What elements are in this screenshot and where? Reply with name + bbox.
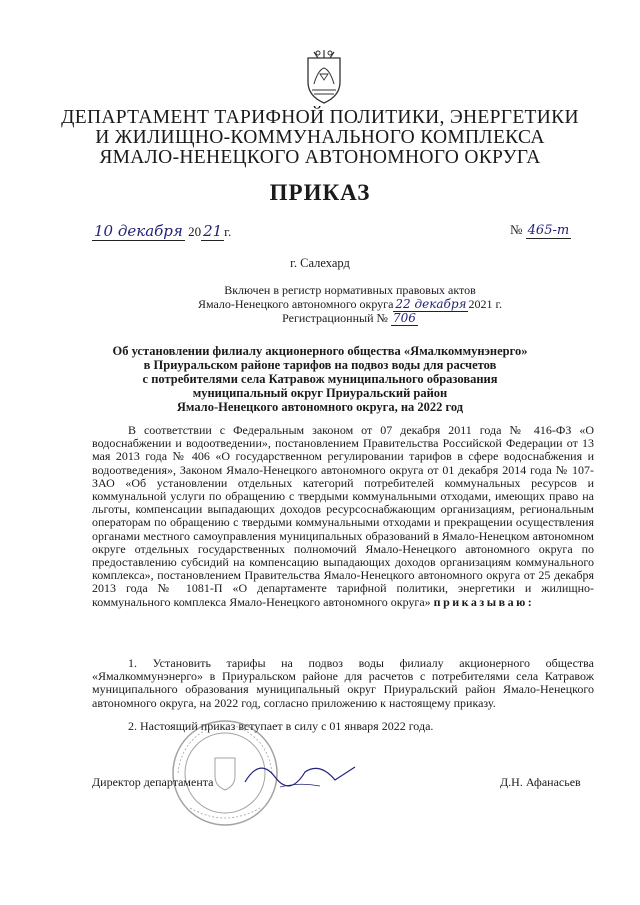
number-label: № <box>510 222 523 237</box>
signer-name: Д.Н. Афанасьев <box>500 775 581 789</box>
title-line-3: с потребителями села Катравож муниципального образования <box>142 372 498 386</box>
city: г. Салехард <box>290 256 350 270</box>
date-year-prefix: 20 <box>188 224 202 239</box>
department-line-3: ЯМАЛО-НЕНЕЦКОГО АВТОНОМНОГО ОКРУГА <box>99 147 541 168</box>
preamble-text: В соответствии с Федеральным законом от 07 декабря 2011 года № 416-ФЗ «О водоснабжении и водоотведении», постановлением Правительства Российской Федерации от 13 мая 2013 года № 406 «О государственном регулировании тарифов в сфере водоснабжения и водоотведения», Законом Ямало-Ненецкого автономного округа от 01 декабря 2014 года № 107-ЗАО «Об установлении отдельных категорий потребителей коммунальных ресурсов и коммунальной услуги по обращению с твердыми коммунальными отходами, имеющих право на льготы, компенсации выпадающих доходов ресурсоснабжающим организациям, региональным операторам по обращению с твердыми коммунальными отходами и прекращении осуществления органами местного самоуправления муниципальных образований в Ямало-Ненецком автономном округе отдельных государственных полномочий Ямало-Ненецкого автономного округа по предоставлению субсидий на компенсацию выпадающих доходов организациям коммунального комплекса», постановлением Правительства Ямало-Ненецкого автономного округа от 25 декабря 2013 года № 1081-П «О департаменте тарифной политики, энергетики и жилищно-коммунального комплекса Ямало-Ненецкого автономного округа» <box>92 423 594 609</box>
handwritten-signature-icon <box>240 752 360 792</box>
registration-line-1: Включен в регистр нормативных правовых актов <box>224 283 476 297</box>
registration-line-3 <box>150 311 550 325</box>
preamble-paragraph <box>92 424 594 609</box>
signer-title: Директор департамента <box>92 775 214 789</box>
registration-region: Ямало-Ненецкого автономного округа <box>197 297 394 311</box>
order-title <box>100 344 540 414</box>
registration-number-label: Регистрационный № <box>282 311 388 325</box>
order-item-2: 2. Настоящий приказ вступает в силу с 01 января 2022 года. <box>128 719 434 733</box>
date-day-month: 10 декабря <box>94 222 183 240</box>
department-line-1: ДЕПАРТАМЕНТ ТАРИФНОЙ ПОЛИТИКИ, ЭНЕРГЕТИКИ <box>61 107 579 128</box>
title-line-5: Ямало-Ненецкого автономного округа, на 2022 год <box>176 400 464 414</box>
registration-block <box>150 283 550 325</box>
order-number <box>510 222 571 238</box>
order-date <box>92 222 231 240</box>
order-item-1: 1. Установить тарифы на подвоз воды филиалу акционерного общества «Ямалкоммунэнерго» в Приуральском районе для расчетов с потребителями села Катравож муниципального образования муниципальный округ Приуральский район Ямало-Ненецкого автономного округа, на 2022 год, согласно приложению к настоящему приказу. <box>92 656 594 710</box>
department-name <box>0 108 640 168</box>
title-line-2: в Приуральском районе тарифов на подвоз воды для расчетов <box>143 358 497 372</box>
coat-of-arms-icon <box>300 48 348 106</box>
prikazyvayu-word: приказываю: <box>433 594 535 609</box>
registration-year: 2021 г. <box>468 297 503 311</box>
title-line-1: Об установлении филиалу акционерного общества «Ямалкоммунэнерго» <box>112 344 528 358</box>
date-year-g: г. <box>224 224 232 239</box>
document-type: ПРИКАЗ <box>269 180 371 205</box>
department-line-2: И ЖИЛИЩНО-КОММУНАЛЬНОГО КОМПЛЕКСА <box>95 127 545 148</box>
registration-line-2 <box>150 297 550 311</box>
title-line-4: муниципальный округ Приуральский район <box>192 386 448 400</box>
number-value: 465-т <box>527 223 570 238</box>
registration-number: 706 <box>392 311 416 325</box>
date-year-suffix: 21 <box>203 222 223 240</box>
registration-date: 22 декабря <box>395 297 467 311</box>
